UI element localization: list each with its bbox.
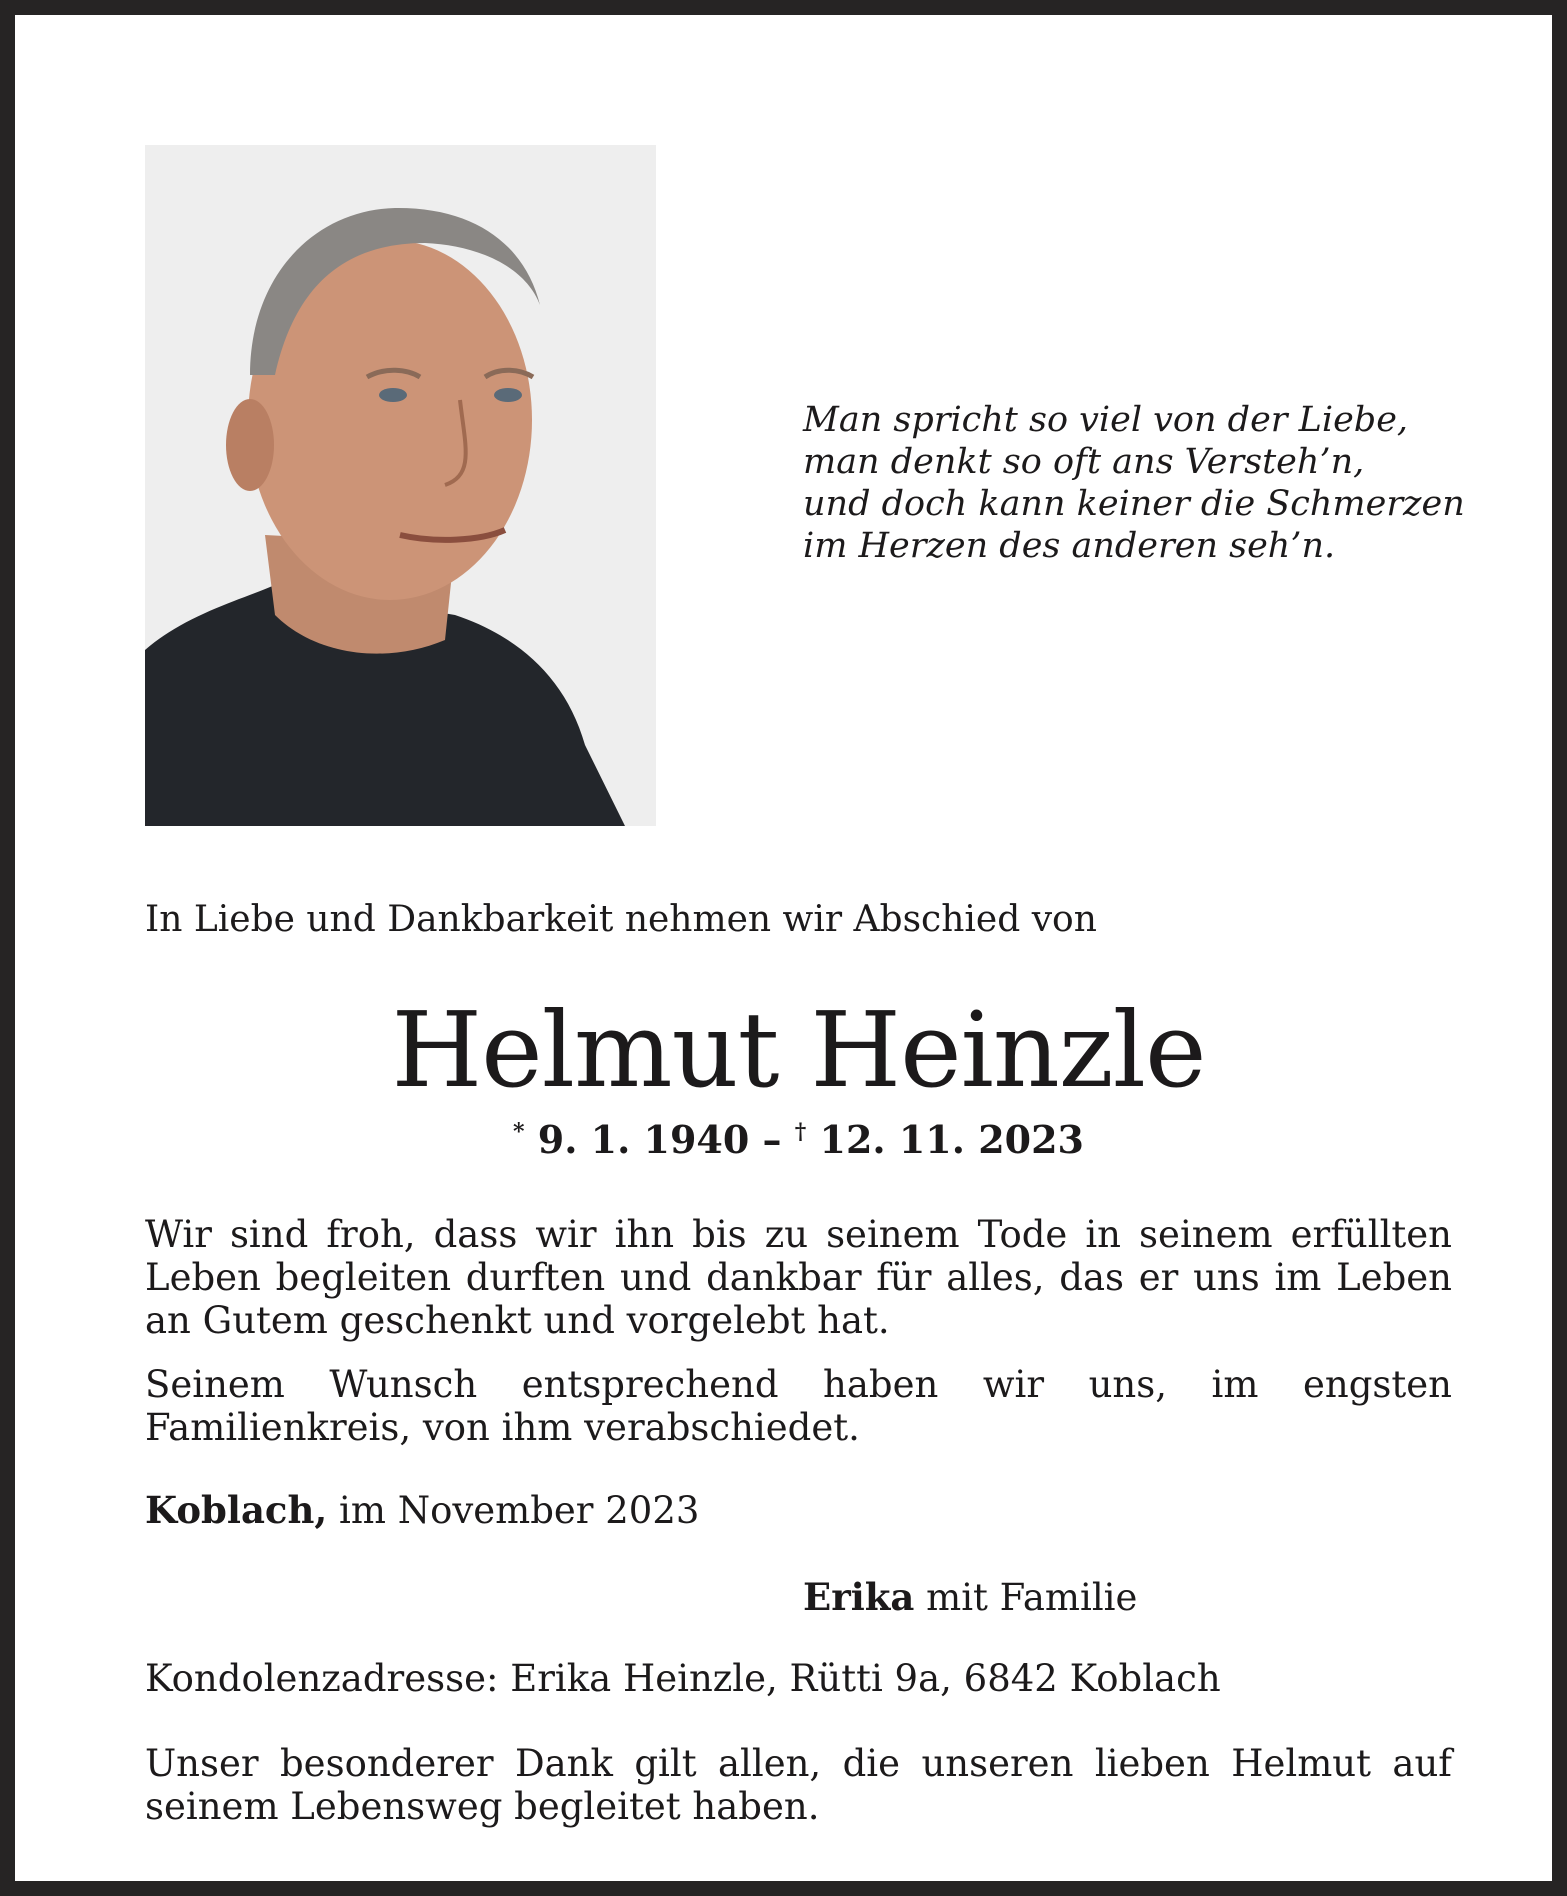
life-dates [15,1117,1567,1162]
poem-line: man denkt so oft ans Versteh’n, [803,442,1365,482]
condolence-address: Kondolenzadresse: Erika Heinzle, Rütti 9a, 6842 Koblach [145,1657,1221,1700]
birth-symbol: * [513,1119,525,1145]
date-separator: – [762,1117,795,1162]
signer-name: Erika [803,1575,915,1619]
place-and-date [145,1488,699,1532]
paragraph-thanks: Unser besonderer Dank gilt allen, die unseren lieben Helmut auf seinem Lebensweg begleitet haben. [145,1742,1452,1828]
intro-text: In Liebe und Dankbarkeit nehmen wir Abschied von [145,899,1097,940]
poem-line: im Herzen des anderen seh’n. [803,526,1336,566]
death-symbol: † [794,1119,807,1145]
place-town: Koblach, [145,1488,328,1532]
death-date: 12. 11. 2023 [819,1117,1084,1162]
deceased-name: Helmut Heinzle [391,989,1206,1111]
signer-rest: mit Familie [914,1576,1138,1619]
poem-line: Man spricht so viel von der Liebe, [803,400,1409,440]
poem-line: und doch kann keiner die Schmerzen [803,484,1465,524]
birth-date: 9. 1. 1940 [537,1117,750,1162]
memorial-poem [803,399,1465,567]
paragraph-farewell: Seinem Wunsch entsprechend haben wir uns, im engsten Familienkreis, von ihm verabschiedet. [145,1363,1452,1449]
portrait-image [145,145,656,826]
place-date: im November 2023 [327,1489,700,1532]
paragraph-gratitude: Wir sind froh, dass wir ihn bis zu seinem Tode in seinem erfüllten Leben begleiten durften und dankbar für alles, das er uns im Leben an Gutem geschenkt und vorgelebt hat. [145,1213,1452,1342]
signature-line [803,1575,1137,1619]
portrait-photo [145,145,656,826]
